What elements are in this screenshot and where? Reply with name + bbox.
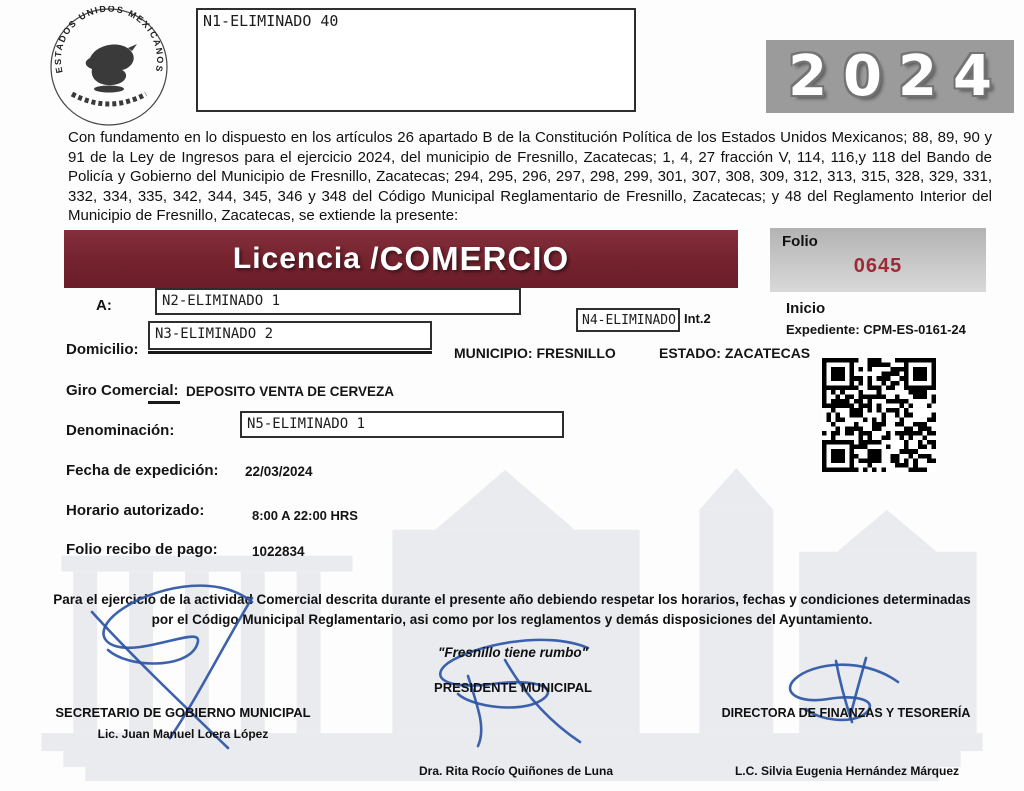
giro-underline <box>148 401 180 404</box>
fecha-expedicion-label: Fecha de expedición: <box>66 462 219 479</box>
national-coat-of-arms <box>48 6 170 128</box>
denominacion-label: Denominación: <box>66 422 175 439</box>
redaction-text-n2: N2-ELIMINADO 1 <box>162 293 281 309</box>
redaction-text-n1: N1-ELIMINADO 40 <box>203 12 339 30</box>
horario-value: 8:00 A 22:00 HRS <box>252 508 358 523</box>
folio-box <box>770 228 986 292</box>
address-label: Domicilio: <box>66 341 139 358</box>
city-motto: "Fresnillo tiene rumbo" <box>437 645 589 660</box>
seal-ring-text: ESTADOS UNIDOS MEXICANOS <box>52 6 166 74</box>
giro-value: DEPOSITO VENTA DE CERVEZA <box>186 384 395 399</box>
municipio-value: MUNICIPIO: FRESNILLO <box>454 345 616 361</box>
redaction-text-n5: N5-ELIMINADO 1 <box>247 416 366 432</box>
folio-label: Folio <box>782 233 818 250</box>
presidente-title: PRESIDENTE MUNICIPAL <box>434 680 592 695</box>
folio-number: 0645 <box>853 255 903 277</box>
directora-title: DIRECTORA DE FINANZAS Y TESORERÍA <box>721 706 971 720</box>
redaction-box-n5 <box>240 411 564 438</box>
inicio-label: Inicio <box>786 300 826 317</box>
banner-prefix: Licencia / <box>232 242 380 275</box>
presidente-name: Dra. Rita Rocío Quiñones de Luna <box>418 764 614 778</box>
cactus-base-icon <box>94 86 124 93</box>
license-title-banner <box>64 230 738 288</box>
horario-label: Horario autorizado: <box>66 502 205 519</box>
conditions-text: Para el ejercicio de la actividad Comercial descrita durante el presente año debiendo respetar los horarios, fechas y condiciones determinadas por el Código Municipal Reglamentario, asi como por los reglamentos y demás disposiciones del Ayuntamiento. <box>53 592 971 628</box>
secretario-title: SECRETARIO DE GOBIERNO MUNICIPAL <box>55 705 311 720</box>
expediente-number: Expediente: CPM-ES-0161-24 <box>786 322 966 337</box>
folio-pago-value: 1022834 <box>252 544 305 559</box>
qr-code <box>822 358 936 472</box>
eagle-icon <box>86 44 134 85</box>
recipient-label: A: <box>96 297 112 314</box>
redaction-text-n3: N3-ELIMINADO 2 <box>155 326 274 342</box>
redaction-box-n4 <box>576 308 680 332</box>
secretario-name: Lic. Juan Manuel Loera López <box>97 727 269 741</box>
legal-preamble: Con fundamento en lo dispuesto en los artículos 26 apartado B de la Constitución Política de los Estados Unidos Mexicanos; 88, 89, 90 y 91 de la Ley de Ingresos para el ejercicio 2024, del municipio de Fresnillo, Zacatecas; 1, 4, 27 fracción V, 114, 116,y 118 del Bando de Policía y Gobierno del Municipio de Fresnillo, Zacatecas; 294, 295, 296, 297, 298, 299, 301, 307, 308, 309, 312, 313, 315, 328, 329, 331, 332, 334, 335, 342, 344, 345, 346 y 348 del Código Municipal Reglamentario de Fresnillo, Zacatecas; y 48 del Reglamento Interior del Municipio de Fresnillo, Zacatecas, se extiende la presente: <box>68 129 992 224</box>
banner-title: COMERCIO <box>379 240 570 277</box>
year-badge <box>766 40 1014 113</box>
redaction-box-n2 <box>155 288 521 315</box>
address-underline <box>148 351 432 354</box>
folio-pago-label: Folio recibo de pago: <box>66 541 218 558</box>
redaction-box-n1 <box>196 8 636 112</box>
directora-name: L.C. Silvia Eugenia Hernández Márquez <box>734 764 960 778</box>
laurel-wreath-icon <box>72 94 146 104</box>
estado-value: ESTADO: ZACATECAS <box>659 345 811 361</box>
redaction-text-n4: N4-ELIMINADO <box>582 313 676 328</box>
redaction-box-n3 <box>148 321 432 350</box>
interior-number: Int.2 <box>684 311 711 326</box>
year-text: 2024 <box>788 44 1008 109</box>
fecha-expedicion-value: 22/03/2024 <box>245 464 313 479</box>
giro-label: Giro Comercial: <box>66 382 179 399</box>
